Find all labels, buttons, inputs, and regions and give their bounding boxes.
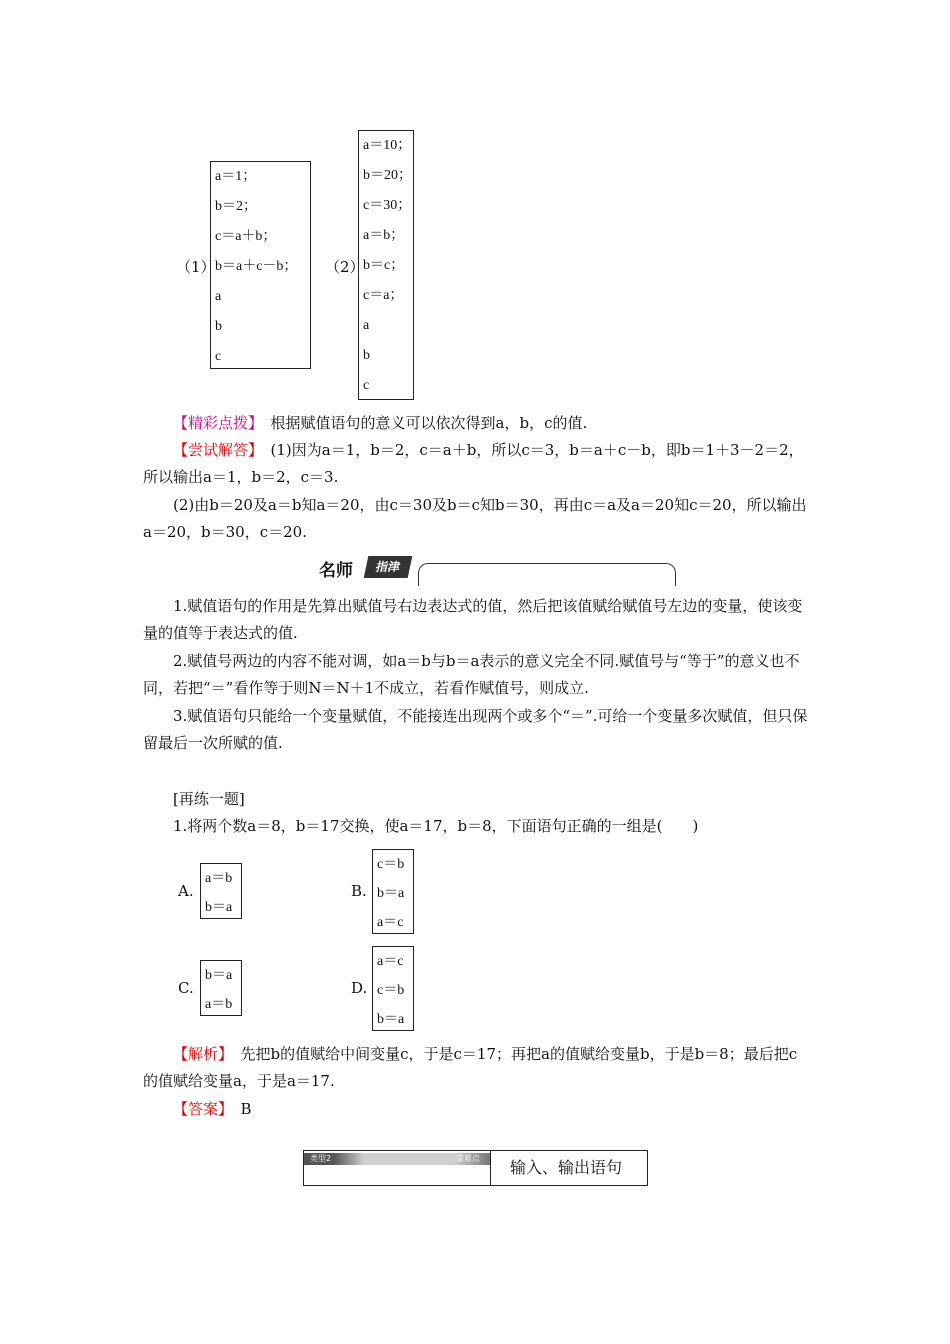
tip-item-2: 2.赋值号两边的内容不能对调，如a＝b与b＝a表示的意义完全不同.赋值号与“等于”的意义也不同，若把“＝”看作等于则N＝N＋1不成立，若看作赋值号，则成立. [143, 652, 800, 697]
answer-tag: 【答案】 [173, 1100, 226, 1118]
type-label: 类型2 [310, 1154, 332, 1163]
solution-part-1 [143, 437, 810, 491]
option-b-label: B. [351, 882, 367, 900]
tip-item-1: 1.赋值语句的作用是先算出赋值号右边表达式的值，然后把该值赋给赋值号左边的变量，使该变量的值等于表达式的值. [143, 597, 803, 642]
option-line: a＝b [205, 871, 233, 886]
option-line: b＝a [205, 968, 233, 983]
code-line: a [215, 289, 222, 304]
option-line: a＝c [377, 915, 404, 930]
option-d-box [372, 946, 414, 1031]
code-line: a＝1； [215, 169, 257, 184]
tip-item-3: 3.赋值语句只能给一个变量赋值，不能接连出现两个或多个“＝”.可给一个变量多次赋值，但只保留最后一次所赋的值. [143, 707, 808, 752]
option-line: a＝b [205, 997, 233, 1012]
option-c-box [200, 960, 242, 1016]
tips-badge: 指津 [364, 556, 413, 578]
option-d-label: D. [351, 979, 368, 997]
type-strip [304, 1153, 490, 1165]
tips-header-line [418, 563, 676, 586]
code-line: c＝30； [363, 198, 412, 213]
code-line: a＝b； [363, 228, 405, 243]
option-line: b＝a [377, 1012, 405, 1027]
code-line: b [215, 319, 222, 334]
option-line: b＝a [205, 900, 233, 915]
solution-text-1: (1)因为a＝1，b＝2，c＝a＋b，所以c＝3，b＝a＋c－b，即b＝1＋3－2＝2，所以输出a＝1，b＝2，c＝3. [143, 441, 804, 486]
difficulty-label: 重难点 [456, 1154, 480, 1163]
option-line: c＝b [377, 857, 405, 872]
code-line: b [363, 348, 370, 363]
code-line: b＝a＋c－b； [215, 259, 298, 274]
option-a-box [200, 863, 242, 919]
solution-tag: 【尝试解答】 [173, 441, 256, 459]
analysis-tag: 【解析】 [173, 1045, 226, 1063]
code-line: a [363, 318, 370, 333]
answer-paragraph [143, 1096, 810, 1123]
code-line: b＝2； [215, 199, 257, 214]
tips-title: 名师 [319, 561, 353, 581]
code-line: c＝a； [363, 288, 404, 303]
code-line: b＝c； [363, 258, 405, 273]
section-type-bar [303, 1150, 648, 1186]
analysis-text: 先把b的值赋给中间变量c，于是c＝17；再把a的值赋给变量b，于是b＝8；最后把c的值赋给变量a，于是a＝17. [143, 1045, 798, 1090]
analysis-paragraph [143, 1041, 810, 1095]
program-1-box [210, 161, 311, 369]
code-line: c [363, 378, 370, 393]
option-a-label: A. [178, 882, 194, 900]
divider [490, 1151, 491, 1185]
option-line: b＝a [377, 886, 405, 901]
program-2-box [358, 130, 414, 400]
section-title: 输入、输出语句 [510, 1158, 623, 1177]
option-b-box [372, 849, 414, 934]
option-c-label: C. [178, 979, 194, 997]
code-line: c＝a＋b； [215, 229, 277, 244]
practice-question: 1.将两个数a＝8，b＝17交换，使a＝17，b＝8，下面语句正确的一组是( ) [173, 817, 699, 835]
code-line: a＝10； [363, 138, 412, 153]
program-1-label: （1） [176, 258, 216, 276]
hint-paragraph [143, 410, 810, 437]
code-line: c [215, 349, 222, 364]
answer-value: B [240, 1100, 252, 1118]
hint-text: 根据赋值语句的意义可以依次得到a，b，c的值. [270, 414, 588, 432]
program-2-label: （2） [325, 258, 365, 276]
hint-tag: 【精彩点拨】 [173, 414, 256, 432]
code-line: b＝20； [363, 168, 412, 183]
option-line: a＝c [377, 954, 404, 969]
option-line: c＝b [377, 983, 405, 998]
practice-heading: [再练一题] [173, 790, 245, 808]
solution-part-2: (2)由b＝20及a＝b知a＝20，由c＝30及b＝c知b＝30，再由c＝a及a＝20知c＝20，所以输出a＝20，b＝30，c＝20. [143, 496, 807, 541]
